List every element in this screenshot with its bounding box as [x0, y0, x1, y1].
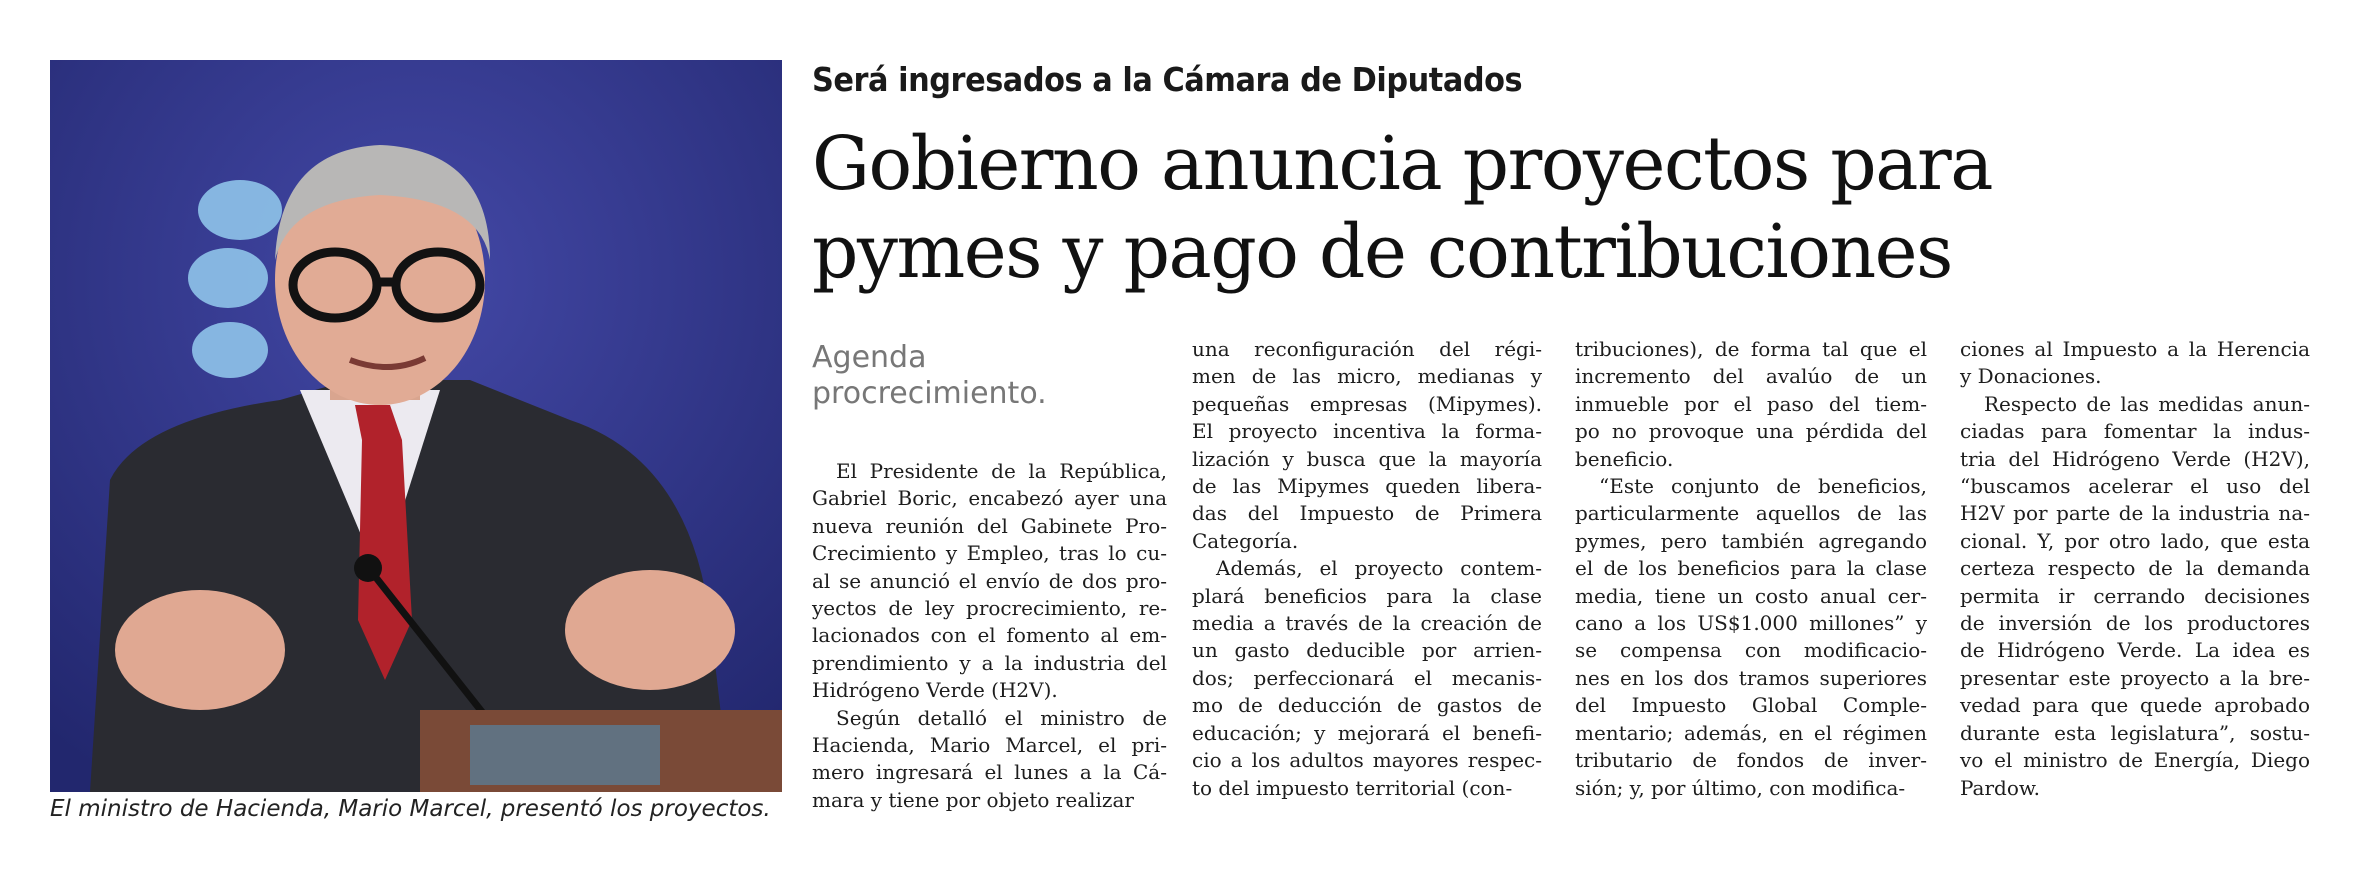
article-column-4 — [1960, 336, 2310, 802]
text-line: “buscamos acelerar el uso del — [1960, 474, 2310, 499]
text-line: Según detalló el ministro de — [836, 705, 1167, 730]
text-line: prendimiento y a la industria del — [812, 650, 1167, 675]
text-line: un gasto deducible por arrien- — [1192, 638, 1542, 663]
text-line: El proyecto incentiva la forma- — [1192, 419, 1542, 444]
text-line: plará beneficios para la clase — [1192, 583, 1542, 608]
text-line: mara y tiene por objeto realizar — [812, 787, 1134, 812]
text-line: certeza respecto de la demanda — [1960, 556, 2310, 581]
text-line: vo el ministro de Energía, Diego — [1960, 748, 2310, 773]
subhead-line: Agenda — [812, 340, 927, 375]
text-line: de Hidrógeno Verde. La idea es — [1960, 638, 2310, 663]
text-line: Hacienda, Mario Marcel, el pri- — [812, 733, 1167, 758]
minister-photo-illustration — [50, 60, 782, 792]
text-line: ciadas para fomentar la indus- — [1960, 419, 2310, 444]
text-line: Pardow. — [1960, 775, 2040, 800]
text-line: ciones al Impuesto a la Herencia — [1960, 337, 2310, 361]
text-line: nueva reunión del Gabinete Pro- — [812, 513, 1167, 538]
article-subhead — [812, 340, 1047, 412]
text-line: media, tiene un costo anual cer- — [1575, 583, 1927, 608]
text-line: presentar este proyecto a la bre- — [1960, 665, 2310, 690]
text-line: una reconfiguración del régi- — [1192, 337, 1542, 361]
text-line: Hidrógeno Verde (H2V). — [812, 678, 1058, 703]
text-line: cano a los US$1.000 millones” y — [1575, 611, 1927, 636]
text-line: vedad para que quede aprobado — [1960, 693, 2310, 718]
text-line: yectos de ley procrecimiento, re- — [812, 596, 1167, 621]
text-line: mo de deducción de gastos de — [1192, 693, 1542, 718]
text-line: H2V por parte de la industria na- — [1960, 501, 2310, 526]
text-line: mentario; además, en el régimen — [1575, 720, 1927, 745]
text-line: incremento del avalúo de un — [1575, 364, 1927, 389]
text-line: y Donaciones. — [1960, 364, 2102, 389]
article-column-2 — [1192, 336, 1542, 802]
text-line: inmueble por el paso del tiem- — [1575, 391, 1927, 416]
text-line: de inversión de los productores — [1960, 611, 2310, 636]
text-line: to del impuesto territorial (con- — [1192, 775, 1513, 800]
text-line: cio a los adultos mayores respec- — [1192, 748, 1542, 773]
text-line: del Impuesto Global Comple- — [1575, 693, 1927, 718]
text-line: se compensa con modificacio- — [1575, 638, 1927, 663]
text-line: men de las micro, medianas y — [1192, 364, 1542, 389]
article-kicker: Será ingresados a la Cámara de Diputados — [812, 60, 1523, 99]
text-line: lización y busca que la mayoría — [1192, 446, 1542, 471]
text-line: el de los beneficios para la clase — [1575, 556, 1927, 581]
text-line: pequeñas empresas (Mipymes). — [1192, 391, 1542, 416]
text-line: mero ingresará el lunes a la Cá- — [812, 760, 1167, 785]
text-line: Crecimiento y Empleo, tras lo cu- — [812, 541, 1167, 566]
text-line: cional. Y, por otro lado, que esta — [1960, 528, 2310, 553]
text-line: sión; y, por último, con modifica- — [1575, 775, 1906, 800]
text-line: media a través de la creación de — [1192, 611, 1542, 636]
article-column-1 — [812, 458, 1167, 814]
text-line: tributario de fondos de inver- — [1575, 748, 1927, 773]
article-column-3 — [1575, 336, 1927, 802]
subhead-line: procrecimiento. — [812, 376, 1047, 411]
text-line: Gabriel Boric, encabezó ayer una — [812, 486, 1167, 511]
article-headline — [812, 120, 2302, 296]
text-line: “Este conjunto de beneficios, — [1599, 474, 1927, 499]
headline-line: pymes y pago de contribuciones — [812, 209, 1952, 295]
text-line: dos; perfeccionará el mecanis- — [1192, 665, 1542, 690]
article-photo — [50, 60, 782, 792]
text-line: beneficio. — [1575, 446, 1674, 471]
text-line: particularmente aquellos de las — [1575, 501, 1927, 526]
text-line: das del Impuesto de Primera — [1192, 501, 1542, 526]
text-line: al se anunció el envío de dos pro- — [812, 568, 1167, 593]
text-line: po no provoque una pérdida del — [1575, 419, 1927, 444]
text-line: El Presidente de la República, — [836, 459, 1167, 483]
text-line: lacionados con el fomento al em- — [812, 623, 1167, 648]
text-line: tribuciones), de forma tal que el — [1575, 337, 1927, 361]
text-line: pymes, pero también agregando — [1575, 528, 1927, 553]
text-line: nes en los dos tramos superiores — [1575, 665, 1927, 690]
text-line: Categoría. — [1192, 528, 1299, 553]
text-line: permita ir cerrando decisiones — [1960, 583, 2310, 608]
text-line: de las Mipymes queden libera- — [1192, 474, 1542, 499]
photo-caption: El ministro de Hacienda, Mario Marcel, presentó los proyectos. — [50, 796, 771, 822]
text-line: tria del Hidrógeno Verde (H2V), — [1960, 446, 2310, 471]
text-line: Respecto de las medidas anun- — [1984, 391, 2310, 416]
text-line: Además, el proyecto contem- — [1216, 556, 1542, 581]
headline-line: Gobierno anuncia proyectos para — [812, 121, 1992, 207]
text-line: durante esta legislatura”, sostu- — [1960, 720, 2310, 745]
text-line: educación; y mejorará el benefi- — [1192, 720, 1542, 745]
